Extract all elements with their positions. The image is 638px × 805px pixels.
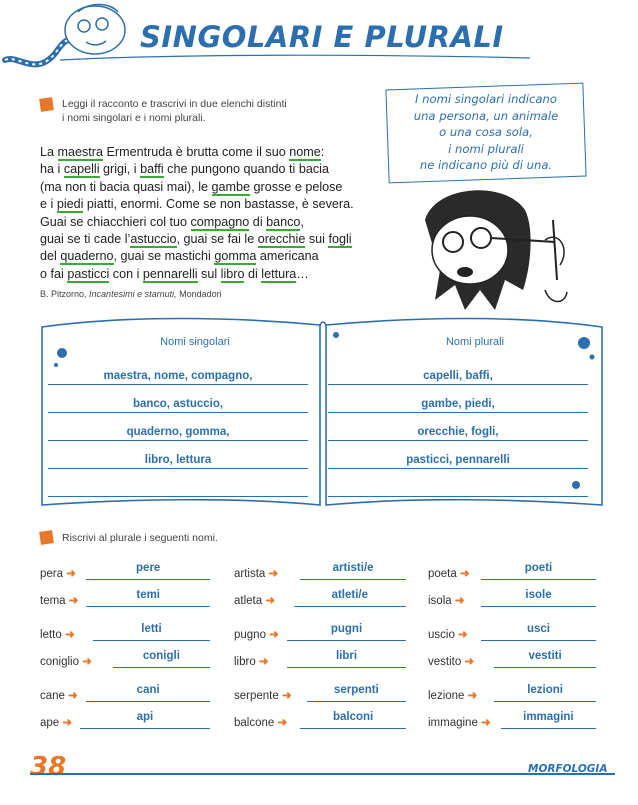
- singular-word: uscio: [428, 629, 455, 641]
- arrow-right-icon: ➜: [64, 690, 78, 702]
- plural-answer[interactable]: conigli: [142, 650, 180, 662]
- underlined-noun: lettura: [261, 266, 297, 281]
- exercise-item-label: [40, 566, 76, 580]
- answer-line: [287, 640, 406, 641]
- exercise-item-label: [234, 654, 269, 668]
- credit-author: B. Pitzorno,: [40, 289, 87, 299]
- singular-word: artista: [234, 568, 266, 580]
- story-text-segment: …: [296, 266, 309, 281]
- singular-word: ape: [40, 717, 60, 729]
- exercise-item-label: [428, 593, 465, 607]
- answer-line: [300, 579, 406, 580]
- singular-word: tema: [40, 595, 66, 607]
- answer-line: [93, 640, 210, 641]
- underlined-noun: maestra: [57, 145, 104, 159]
- exercise-item-label: [40, 593, 78, 607]
- singular-answer[interactable]: quaderno, gomma,: [126, 426, 230, 438]
- plural-answer[interactable]: vestiti: [528, 650, 562, 662]
- section-label: MORFOLOGIA: [528, 763, 608, 775]
- singular-word: balcone: [234, 717, 275, 729]
- story-text-segment: Guai se chiacchieri col tuo: [40, 214, 191, 229]
- singular-line: [48, 496, 308, 497]
- book-left-title: Nomi singolari: [160, 336, 230, 348]
- exercise-item-label: [40, 715, 72, 729]
- singular-word: poeta: [428, 568, 457, 580]
- plural-answer[interactable]: usci: [526, 623, 550, 635]
- answer-line: [113, 667, 210, 668]
- story-line: [40, 231, 410, 248]
- plural-answer[interactable]: api: [136, 711, 154, 723]
- underlined-noun: piedi: [56, 197, 84, 212]
- singular-word: serpente: [234, 690, 279, 702]
- underlined-noun: pennarelli: [142, 266, 198, 281]
- title-underline: [60, 52, 530, 64]
- underlined-noun: pasticci: [67, 266, 110, 281]
- singular-word: coniglio: [40, 656, 79, 668]
- underlined-noun: capelli: [63, 162, 100, 177]
- answer-line: [86, 606, 210, 607]
- story-text-segment: , guai se fai le: [176, 232, 258, 247]
- answer-line: [481, 606, 596, 607]
- plural-answer[interactable]: atleti/e: [331, 589, 368, 601]
- plural-line: [328, 412, 588, 413]
- exercise-item-label: [428, 688, 477, 702]
- plural-answer[interactable]: letti: [141, 623, 162, 635]
- singular-word: lezione: [428, 690, 465, 702]
- rule-note-text: [390, 91, 582, 174]
- answer-line: [86, 701, 210, 702]
- story-text-segment: grosse e pelose: [250, 179, 343, 194]
- arrow-right-icon: ➜: [262, 595, 275, 607]
- underlined-noun: fogli: [328, 232, 352, 247]
- singular-word: immagine: [428, 717, 478, 729]
- plural-answer[interactable]: temi: [136, 589, 161, 601]
- answer-line: [80, 728, 210, 729]
- exercise-item-label: [234, 715, 287, 729]
- story-line: [40, 161, 410, 178]
- arrow-right-icon: ➜: [477, 717, 491, 729]
- story-text-segment: sul: [197, 266, 221, 281]
- arrow-right-icon: ➜: [456, 568, 470, 580]
- story-text-segment: grigi, i: [99, 162, 141, 177]
- story-text-segment: guai se ti cade l’: [40, 232, 131, 247]
- story-text-segment: Ermentruda è brutta come il suo: [103, 145, 290, 159]
- plural-line: [328, 384, 588, 385]
- answer-line: [294, 606, 406, 607]
- exercise-item-label: [40, 688, 78, 702]
- plural-answer[interactable]: pere: [136, 562, 161, 574]
- underlined-noun: astuccio: [130, 232, 177, 247]
- note-line: ne indicano più di una.: [419, 158, 553, 172]
- story-line: [40, 214, 410, 231]
- story-text-segment: sui: [305, 232, 329, 247]
- answer-line: [481, 579, 596, 580]
- page-number: 38: [30, 752, 67, 782]
- exercise-item-label: [234, 593, 275, 607]
- plural-answer[interactable]: libri: [335, 650, 358, 662]
- exercise-item-label: [40, 654, 92, 668]
- story-text-segment: e i: [40, 197, 57, 212]
- underlined-noun: nome: [289, 145, 321, 159]
- teacher-illustration: [395, 180, 595, 320]
- arrow-right-icon: ➜: [461, 656, 475, 668]
- arrow-right-icon: ➜: [265, 568, 279, 580]
- story-text: [40, 144, 410, 283]
- note-line: I nomi singolari indicano: [415, 92, 557, 106]
- story-line: [40, 179, 410, 196]
- arrow-right-icon: ➜: [454, 629, 468, 641]
- plural-line: [328, 440, 588, 441]
- instruction-line-1: Leggi il racconto e trascrivi in due elenchi distinti: [62, 98, 287, 110]
- story-line: [40, 196, 410, 213]
- arrow-right-icon: ➜: [255, 656, 269, 668]
- underlined-noun: libro: [220, 266, 245, 281]
- plural-answer[interactable]: serpenti: [334, 684, 379, 696]
- plural-answer[interactable]: orecchie, fogli,: [417, 426, 499, 438]
- singular-word: atleta: [234, 595, 263, 607]
- plural-answer[interactable]: artisti/e: [332, 562, 374, 574]
- arrow-right-icon: ➜: [451, 595, 465, 607]
- answer-line: [86, 579, 210, 580]
- singular-line: [48, 412, 308, 413]
- exercise-2-marker: [39, 530, 54, 545]
- instruction-line-2: i nomi singolari e i nomi plurali.: [62, 112, 206, 124]
- singular-word: isola: [428, 595, 452, 607]
- story-text-segment: ha i: [40, 162, 64, 177]
- story-text-segment: che pungono quando ti bacia: [163, 162, 329, 177]
- exercise-item-label: [428, 715, 491, 729]
- plural-answer[interactable]: balconi: [332, 711, 374, 723]
- note-line: i nomi plurali: [448, 141, 524, 156]
- exercise-item-label: [40, 627, 75, 641]
- story-line: [40, 266, 410, 283]
- story-text-segment: di: [249, 214, 267, 229]
- answer-line: [494, 667, 596, 668]
- exercise-item-label: [428, 627, 468, 641]
- arrow-right-icon: ➜: [63, 568, 76, 580]
- plural-answer[interactable]: gambe, piedi,: [421, 398, 495, 410]
- singular-word: pera: [40, 568, 64, 580]
- plural-answer[interactable]: lezioni: [527, 684, 563, 696]
- exercise-2-instruction: Riscrivi al plurale i seguenti nomi.: [62, 532, 218, 544]
- underlined-noun: gambe: [211, 179, 251, 194]
- singular-line: [48, 440, 308, 441]
- arrow-right-icon: ➜: [278, 690, 292, 702]
- story-text-segment: americana: [256, 249, 319, 264]
- credit-publisher: Mondadori: [179, 289, 222, 299]
- singular-answer[interactable]: maestra, nome, compagno,: [103, 370, 253, 382]
- plural-answer[interactable]: isole: [525, 589, 552, 601]
- answer-line: [494, 701, 596, 702]
- exercise-1-marker: [39, 97, 54, 112]
- exercise-item-label: [234, 627, 279, 641]
- mascot-illustration: [0, 0, 140, 90]
- arrow-right-icon: ➜: [61, 629, 75, 641]
- plural-line: [328, 468, 588, 469]
- story-line: [40, 144, 410, 161]
- story-text-segment: piatti, enormi. Come se non bastasse, è severa.: [83, 197, 354, 212]
- note-line: una persona, un animale: [413, 108, 559, 123]
- note-line: o una cosa sola,: [439, 125, 533, 139]
- answer-line: [481, 640, 596, 641]
- underlined-noun: compagno: [190, 214, 250, 229]
- singular-answer[interactable]: libro, lettura: [144, 454, 212, 466]
- answer-line: [287, 667, 406, 668]
- plural-answer[interactable]: poeti: [524, 562, 553, 574]
- singular-word: vestito: [428, 656, 462, 668]
- plural-line: [328, 496, 588, 497]
- plural-answer[interactable]: pasticci, pennarelli: [406, 454, 510, 466]
- story-text-segment: (ma non ti bacia quasi mai), le: [40, 179, 212, 194]
- story-text-segment: ,: [300, 214, 304, 229]
- story-line: [40, 248, 410, 265]
- story-text-segment: di: [244, 266, 262, 281]
- story-credit: [40, 289, 222, 299]
- singular-word: pugno: [234, 629, 266, 641]
- story-text-segment: o fai: [40, 266, 68, 281]
- story-text-segment: La: [40, 145, 58, 159]
- singular-word: libro: [234, 656, 256, 668]
- singular-word: letto: [40, 629, 62, 641]
- arrow-right-icon: ➜: [79, 656, 92, 668]
- underlined-noun: quaderno: [60, 249, 114, 264]
- footer-rule: [30, 773, 615, 775]
- exercise-item-label: [428, 566, 470, 580]
- arrow-right-icon: ➜: [65, 595, 79, 607]
- singular-word: cane: [40, 690, 65, 702]
- answer-line: [307, 701, 406, 702]
- exercise-item-label: [234, 566, 278, 580]
- answer-line: [300, 728, 406, 729]
- singular-line: [48, 384, 308, 385]
- underlined-noun: orecchie: [257, 232, 306, 247]
- plural-answer[interactable]: capelli, baffi,: [423, 370, 493, 382]
- book-right-title: Nomi plurali: [445, 336, 505, 348]
- underlined-noun: baffi: [140, 162, 164, 177]
- credit-title: Incantesimi e starnuti,: [89, 289, 177, 299]
- answer-line: [501, 728, 596, 729]
- story-text-segment: , guai se mastichi: [113, 249, 215, 264]
- exercise-item-label: [234, 688, 292, 702]
- singular-line: [48, 468, 308, 469]
- arrow-right-icon: ➜: [265, 629, 279, 641]
- page-title: SINGOLARI E PLURALI: [140, 20, 504, 54]
- plural-answer[interactable]: pugni: [330, 623, 363, 635]
- story-text-segment: del: [40, 249, 61, 264]
- story-text-segment: :: [320, 145, 325, 159]
- arrow-right-icon: ➜: [59, 717, 73, 729]
- exercise-item-label: [428, 654, 474, 668]
- underlined-noun: gomma: [214, 249, 257, 264]
- singular-answer[interactable]: banco, astuccio,: [132, 398, 224, 410]
- arrow-right-icon: ➜: [464, 690, 478, 702]
- exercise-1-instruction: [62, 97, 362, 125]
- plural-answer[interactable]: cani: [136, 684, 160, 696]
- underlined-noun: banco: [266, 214, 301, 229]
- arrow-right-icon: ➜: [274, 717, 288, 729]
- story-text-segment: con i: [109, 266, 143, 281]
- plural-answer[interactable]: immagini: [523, 711, 574, 723]
